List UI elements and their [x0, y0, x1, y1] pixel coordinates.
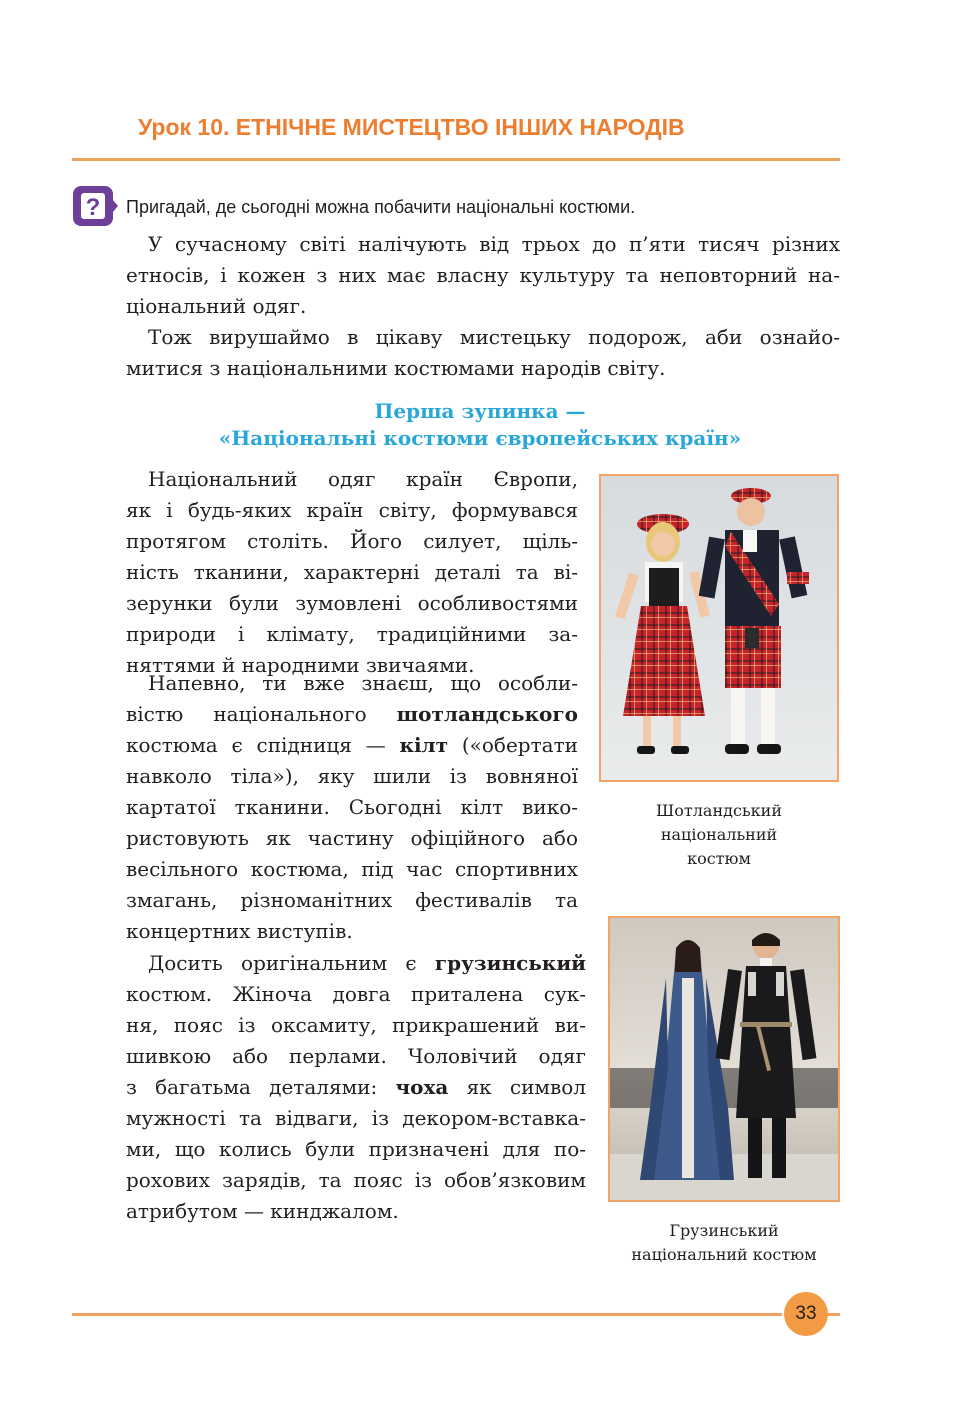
scottish-paragraph	[126, 668, 578, 947]
text-line: Досить оригінальним є грузинський	[148, 951, 586, 975]
caption-line: Шотландський	[656, 801, 782, 820]
text-line: картатої тканини. Сьогодні кілт вико-	[126, 795, 578, 819]
text-line: як і будь-яких країн світу, формувався	[126, 498, 578, 522]
term-scottish: шотландського	[396, 702, 578, 726]
scottish-costume-caption	[599, 799, 839, 871]
recall-prompt: Пригадай, де сьогодні можна побачити національні костюми.	[126, 197, 636, 217]
text-line: Напевно, ти вже знаєш, що особли-	[148, 671, 578, 695]
scottish-costume-photo	[599, 474, 839, 782]
text-line: етносів, і кожен з них має власну культуру та неповторний на-	[126, 263, 840, 287]
text-line: Тож вирушаймо в цікаву мистецьку подорож, аби ознайо-	[148, 325, 840, 349]
text-line: весільного костюма, під час спортивних	[126, 857, 578, 881]
question-mark-icon	[72, 185, 118, 229]
svg-text:?: ?	[85, 194, 101, 221]
intro-paragraph-1	[126, 229, 840, 322]
georgian-costume-caption	[608, 1219, 840, 1267]
text-line: мужності та відваги, із декором-вставка-	[126, 1106, 586, 1130]
caption-line: Грузинський	[669, 1221, 779, 1240]
text-line: природи і клімату, традиційними за-	[126, 622, 578, 646]
text-line: протягом століть. Його силует, щіль-	[126, 529, 578, 553]
term-kilt: кілт	[399, 733, 449, 757]
georgian-paragraph	[126, 948, 586, 1227]
text-line: ми, що колись були призначені для по-	[126, 1137, 586, 1161]
text-line: атрибутом — кинджалом.	[126, 1199, 399, 1223]
text-line: костюма є спідниця — кілт («обертати	[126, 733, 578, 757]
text-line: навколо тіла»), яку шили із вовняної	[126, 764, 578, 788]
section-heading-line-2: «Національні костюми європейських країн»	[218, 426, 742, 450]
text-line: няттями й народними звичаями.	[126, 653, 475, 677]
caption-line: костюм	[687, 849, 751, 868]
caption-line: національний	[660, 825, 778, 844]
text-line: ристовують як частину офіційного або	[126, 826, 578, 850]
text-line: з багатьма деталями: чоха як символ	[126, 1075, 586, 1099]
text-line: зерунки були зумовлені особливостями	[126, 591, 578, 615]
page-number: 33	[784, 1292, 828, 1336]
term-georgian: грузинський	[434, 951, 586, 975]
term-chokha: чоха	[395, 1075, 449, 1099]
text-line: У сучасному світі налічують від трьох до п’яти тисяч різних	[148, 232, 840, 256]
text-line: митися з національними костюмами народів світу.	[126, 356, 666, 380]
lesson-title: Урок 10. ЕТНІЧНЕ МИСТЕЦТВО ІНШИХ НАРОДІВ	[138, 114, 685, 140]
text-line: Національний одяг країн Європи,	[148, 467, 578, 491]
text-line: ня, пояс із оксамиту, прикрашений ви-	[126, 1013, 586, 1037]
text-line: ціональний одяг.	[126, 294, 307, 318]
europe-paragraph	[126, 464, 578, 681]
text-line: змагань, різноманітних фестивалів та	[126, 888, 578, 912]
footer-divider	[72, 1313, 782, 1316]
georgian-costume-photo	[608, 916, 840, 1202]
intro-paragraph-2	[126, 322, 840, 384]
caption-line: національний костюм	[631, 1245, 817, 1264]
section-heading-line-1: Перша зупинка —	[374, 399, 586, 423]
section-heading	[120, 398, 840, 452]
text-line: рохових зарядів, та пояс із обов’язковим	[126, 1168, 586, 1192]
title-divider	[72, 158, 840, 161]
footer-divider-end	[828, 1313, 840, 1316]
text-line: ність тканини, характерні деталі та ві-	[126, 560, 578, 584]
text-line: костюм. Жіноча довга приталена сук-	[126, 982, 586, 1006]
text-line: шивкою або перлами. Чоловічий одяг	[126, 1044, 586, 1068]
text-line: вістю національного шотландського	[126, 702, 578, 726]
text-line: концертних виступів.	[126, 919, 353, 943]
